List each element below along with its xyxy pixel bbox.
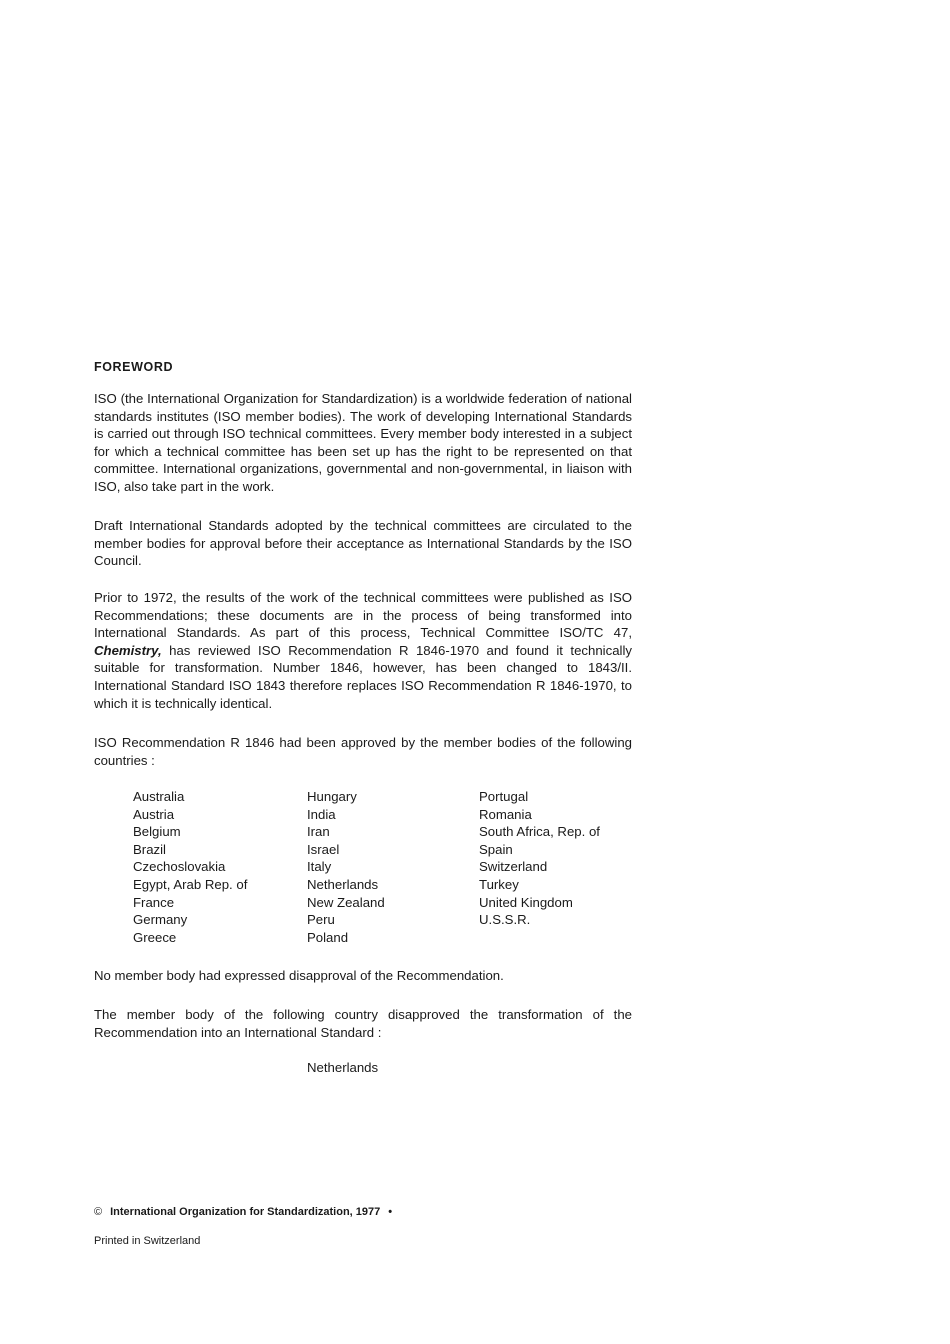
country-item: Switzerland bbox=[479, 859, 548, 875]
country-column-1 bbox=[133, 788, 247, 946]
printed-location: Printed in Switzerland bbox=[94, 1235, 201, 1247]
country-item: Germany bbox=[133, 912, 188, 928]
country-item: Netherlands bbox=[307, 876, 379, 892]
copyright-text: International Organization for Standardization, 1977 bbox=[110, 1206, 381, 1218]
country-item: New Zealand bbox=[307, 894, 385, 910]
country-item: Austria bbox=[133, 806, 175, 822]
country-column-2 bbox=[307, 788, 385, 946]
country-item: United Kingdom bbox=[479, 894, 573, 910]
country-item: Spain bbox=[479, 841, 513, 857]
section-heading: FOREWORD bbox=[94, 360, 174, 374]
country-item: Hungary bbox=[307, 789, 357, 804]
country-item: Peru bbox=[307, 912, 335, 928]
country-item: Brazil bbox=[133, 841, 166, 857]
country-item: Poland bbox=[307, 929, 349, 945]
country-item: South Africa, Rep. of bbox=[479, 824, 600, 840]
paragraph-disapproval: The member body of the following country disapproved the transformation of the Recommendation into an International Standard : bbox=[94, 1007, 632, 1040]
country-item: Italy bbox=[307, 859, 332, 875]
country-item: India bbox=[307, 806, 336, 822]
country-item: Iran bbox=[307, 824, 330, 840]
country-item: U.S.S.R. bbox=[479, 912, 531, 928]
country-item: Czechoslovakia bbox=[133, 859, 226, 875]
country-item: Greece bbox=[133, 929, 177, 945]
country-column-3 bbox=[479, 788, 600, 929]
bullet-mark: • bbox=[388, 1206, 393, 1218]
country-item: Israel bbox=[307, 841, 340, 857]
country-item: Belgium bbox=[133, 824, 181, 840]
paragraph-history-part1: Prior to 1972, the results of the work of the technical committees were published as ISO Recommendations; these documents are in the process of being transformed into International Standards. As part of this process, Technical Committee ISO/TC 47, bbox=[94, 590, 632, 641]
country-item: Turkey bbox=[479, 876, 519, 892]
disapproving-country: Netherlands bbox=[307, 1060, 379, 1075]
paragraph-history-part2: has reviewed ISO Recommendation R 1846-1970 and found it technically suitable for transformation. Number 1846, however, has been changed to 1843/II. International Standard ISO 1843 therefore replaces ISO Recommendation R 1846-1970, to which it is technically identical. bbox=[94, 642, 632, 711]
country-item: Egypt, Arab Rep. of bbox=[133, 876, 248, 892]
paragraph-approval: ISO Recommendation R 1846 had been approved by the member bodies of the following countries : bbox=[94, 735, 632, 768]
paragraph-history bbox=[94, 589, 632, 712]
copyright-symbol: © bbox=[94, 1206, 103, 1218]
paragraph-draft-standards: Draft International Standards adopted by the technical committees are circulated to the member bodies for approval before their acceptance as International Standards by the ISO Council. bbox=[94, 518, 632, 569]
paragraph-no-disapproval: No member body had expressed disapproval of the Recommendation. bbox=[94, 968, 504, 983]
paragraph-iso-intro: ISO (the International Organization for Standardization) is a worldwide federation of national standards institutes (ISO member bodies). The work of developing International Standards is carried out through ISO technical committees. Every member body interested in a subject for which a technical committee has been set up has the right to be represented on that committee. International organizations, governmental and non-governmental, in liaison with ISO, also take part in the work. bbox=[94, 391, 632, 494]
copyright-line bbox=[94, 1206, 392, 1218]
country-item: France bbox=[133, 894, 175, 910]
country-item: Australia bbox=[133, 789, 185, 804]
committee-name: Chemistry, bbox=[94, 642, 162, 658]
country-item: Portugal bbox=[479, 789, 529, 804]
country-item: Romania bbox=[479, 806, 532, 822]
